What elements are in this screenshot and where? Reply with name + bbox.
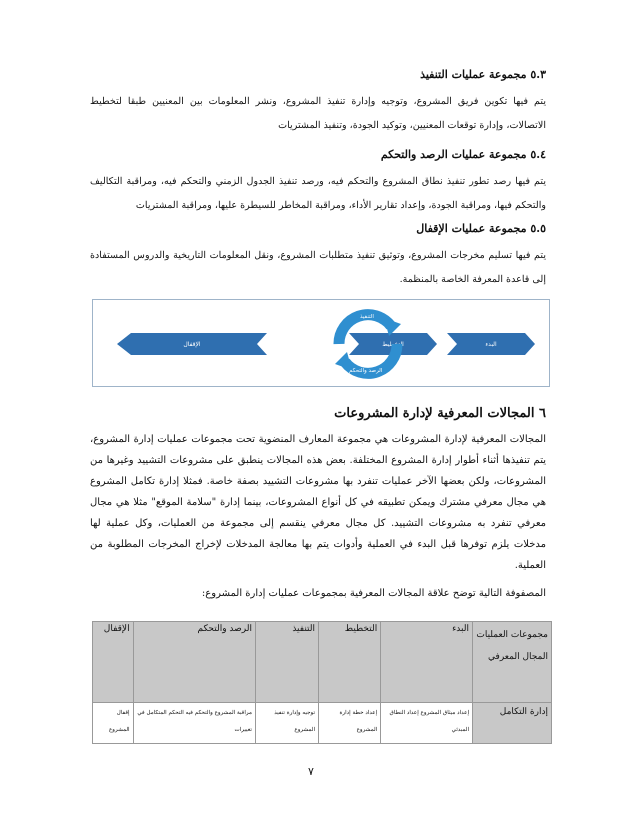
cycle-label-monitoring: الرصد والتحكم: [349, 368, 383, 374]
table-row: [93, 703, 552, 744]
section-body-6: المجالات المعرفية لإدارة المشروعات هي مجموعة المعارف المنضوية تحت مجموعات عمليات إدارة المشروع، يتم تنفيذها أثناء أطوار إدارة المشروع المختلفة. بعض هذه المجالات ينطبق على مشروعات التشييد وغيرها من المشروعات، ولكن بعضها الآخر عمليات تنفرد بها مشروعات التشييد بصفة خاصة. فمثلا إدارة تكامل المشروع هي مجال معرفي مشترك ويمكن تطبيقه في كل أنواع المشروعات، بينما إدارة "سلامة الموقع" مثلا هي مجال معرفي تنفرد به مشروعات التشييد. كل مجال معرفي ينقسم إلى مجموعة من العمليات، وكل عملية لها مدخلات يلزم توفرها قبل البدء في العملية وأدوات يتم بها معالجة المدخلات لإخراج المخرجات المطلوبة من العملية.: [90, 434, 546, 571]
section-body-5-5: يتم فيها تسليم مخرجات المشروع، وتوثيق تنفيذ متطلبات المشروع، ونقل المعلومات التاريخية والدروس المستفادة إلى قاعدة المعرفة الخاصة بالمنظمة.: [90, 250, 546, 285]
chevron-start: [447, 333, 535, 355]
chevron-planning-label: التخطيط: [382, 340, 404, 348]
cell-integration-execution: توجيه وإدارة تنفيذ المشروع: [255, 703, 318, 744]
chevron-start-label: البدء: [485, 340, 497, 348]
matrix-header-row: [93, 622, 552, 703]
process-groups-diagram: [92, 299, 550, 387]
knowledge-area-matrix: [92, 621, 552, 744]
execution-monitoring-cycle: [329, 306, 407, 382]
row-header-integration: إدارة التكامل: [473, 703, 552, 744]
column-header-execution: التنفيذ: [255, 622, 318, 703]
chevron-closing: [117, 333, 267, 355]
column-header-monitoring: الرصد والتحكم: [133, 622, 255, 703]
section-body-5-4: يتم فيها رصد تطور تنفيذ نطاق المشروع والتحكم فيه، ورصد تنفيذ الجدول الزمني والتحكم فيه، ومراقبة التكاليف والتحكم فيها، ومراقبة الجودة، وإعداد تقارير الأداء، ومراقبة المخاطر للسيطرة عليها، ومراقبة المشتريات: [90, 176, 546, 211]
section-heading-5-3: ٥.٣ مجموعة عمليات التنفيذ: [420, 68, 546, 81]
column-header-closing: الإقفال: [93, 622, 134, 703]
cell-integration-planning: إعداد خطة إدارة المشروع: [319, 703, 381, 744]
corner-knowledge-area: المجال المعرفي: [488, 652, 548, 662]
column-header-planning: التخطيط: [319, 622, 381, 703]
column-header-start: البدء: [381, 622, 473, 703]
corner-process-groups: مجموعات العمليات: [476, 630, 548, 640]
section-heading-6: ٦ المجالات المعرفية لإدارة المشروعات: [334, 406, 546, 421]
matrix-corner-cell: [473, 622, 552, 703]
cell-integration-closing: إقفال المشروع: [93, 703, 134, 744]
chevron-closing-label: الإقفال: [183, 340, 201, 348]
cycle-label-execution: التنفيذ: [360, 314, 374, 320]
cell-integration-start: إعداد ميثاق المشروع إعداد النطاق المبدئي: [381, 703, 473, 744]
cell-integration-monitoring: مراقبة المشروع والتحكم فيه التحكم المتكامل في تغييرات: [133, 703, 255, 744]
table-intro: المصفوفة التالية توضح علاقة المجالات المعرفية بمجموعات عمليات إدارة المشروع:: [201, 588, 546, 599]
section-heading-5-5: ٥.٥ مجموعة عمليات الإقفال: [416, 222, 546, 235]
section-heading-5-4: ٥.٤ مجموعة عمليات الرصد والتحكم: [380, 148, 546, 161]
page-number: ٧: [308, 765, 314, 778]
section-body-5-3: يتم فيها تكوين فريق المشروع، وتوجيه وإدارة تنفيذ المشروع، ونشر المعلومات بين المعنيين طبقا لتخطيط الاتصالات، وإدارة توقعات المعنيين، وتوكيد الجودة، وتنفيذ المشتريات: [90, 96, 546, 131]
